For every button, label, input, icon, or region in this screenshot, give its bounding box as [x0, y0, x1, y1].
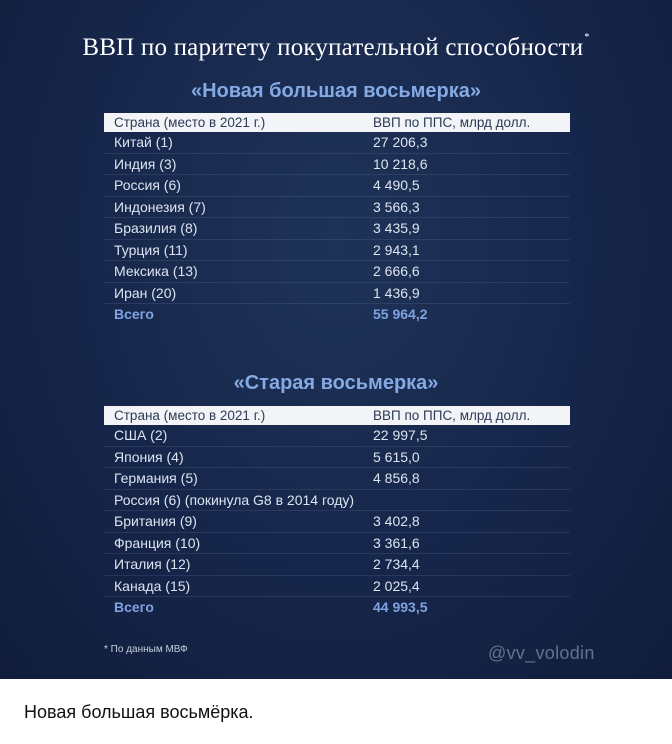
table-row [104, 576, 570, 598]
gdp-cell: 1 436,9 [373, 284, 420, 301]
country-cell: Россия (6) [114, 177, 181, 193]
table-row [104, 447, 570, 469]
gdp-cell: 27 206,3 [373, 134, 428, 150]
country-cell: Китай (1) [114, 134, 173, 150]
footnote-marker: * [584, 32, 590, 43]
gdp-cell: 3 402,8 [373, 513, 420, 529]
table-row [104, 283, 570, 305]
gdp-cell: 10 218,6 [373, 155, 428, 172]
source-footnote: * По данным МВФ [104, 644, 188, 655]
new-g8-title: «Новая большая восьмерка» [190, 80, 482, 102]
gdp-cell: 2 666,6 [373, 263, 420, 279]
country-cell: Германия (5) [114, 470, 198, 486]
table-row [104, 261, 570, 283]
table-row [104, 468, 570, 490]
gdp-cell: 2 943,1 [373, 241, 420, 258]
country-cell: США (2) [114, 427, 168, 443]
gdp-cell: 3 361,6 [373, 534, 420, 551]
main-title: ВВП по паритету покупательной способности* [82, 32, 590, 61]
table-header [104, 406, 570, 425]
total-value: 44 993,5 [373, 599, 428, 615]
country-cell: Британия (9) [114, 513, 197, 529]
table-total-row [104, 597, 570, 619]
new-g8-table [104, 113, 570, 326]
gdp-cell: 4 490,5 [373, 177, 420, 193]
header-gdp: ВВП по ППС, млрд долл. [373, 115, 531, 130]
old-g8-title: «Старая восьмерка» [233, 372, 439, 394]
gdp-cell: 22 997,5 [373, 427, 428, 443]
table-header [104, 113, 570, 132]
total-label: Всего [114, 599, 154, 615]
post-caption: Новая большая восьмёрка. [24, 702, 254, 722]
country-cell: Россия (6) (покинула G8 в 2014 году) [114, 491, 355, 508]
table-row [104, 175, 570, 197]
table-row [104, 218, 570, 240]
table-row [104, 554, 570, 576]
author-watermark: @vv_volodin [488, 643, 595, 663]
table-row [104, 197, 570, 219]
gdp-cell: 5 615,0 [373, 448, 420, 465]
total-value: 55 964,2 [373, 306, 428, 322]
gdp-cell: 3 435,9 [373, 220, 420, 236]
gdp-cell: 2 025,4 [373, 577, 420, 594]
table-row [104, 425, 570, 447]
table-total-row [104, 304, 570, 326]
total-label: Всего [114, 306, 154, 322]
gdp-cell: 4 856,8 [373, 470, 420, 486]
country-cell: Бразилия (8) [114, 220, 198, 236]
header-country: Страна (место в 2021 г.) [114, 115, 266, 130]
gdp-cell: 2 734,4 [373, 556, 420, 572]
country-cell: Италия (12) [114, 556, 191, 572]
country-cell: Канада (15) [114, 577, 191, 594]
header-gdp: ВВП по ППС, млрд долл. [373, 408, 531, 423]
country-cell: Мексика (13) [114, 263, 198, 279]
country-cell: Иран (20) [114, 284, 177, 301]
table-row [104, 240, 570, 262]
table-row [104, 132, 570, 154]
country-cell: Япония (4) [114, 448, 184, 465]
table-row [104, 490, 570, 512]
old-g8-table [104, 406, 570, 619]
table-row [104, 511, 570, 533]
header-country: Страна (место в 2021 г.) [114, 408, 266, 423]
country-cell: Индия (3) [114, 155, 177, 172]
table-row [104, 533, 570, 555]
gdp-cell: 3 566,3 [373, 198, 420, 215]
country-cell: Индонезия (7) [114, 198, 206, 215]
table-row [104, 154, 570, 176]
country-cell: Турция (11) [114, 241, 188, 258]
country-cell: Франция (10) [114, 534, 201, 551]
